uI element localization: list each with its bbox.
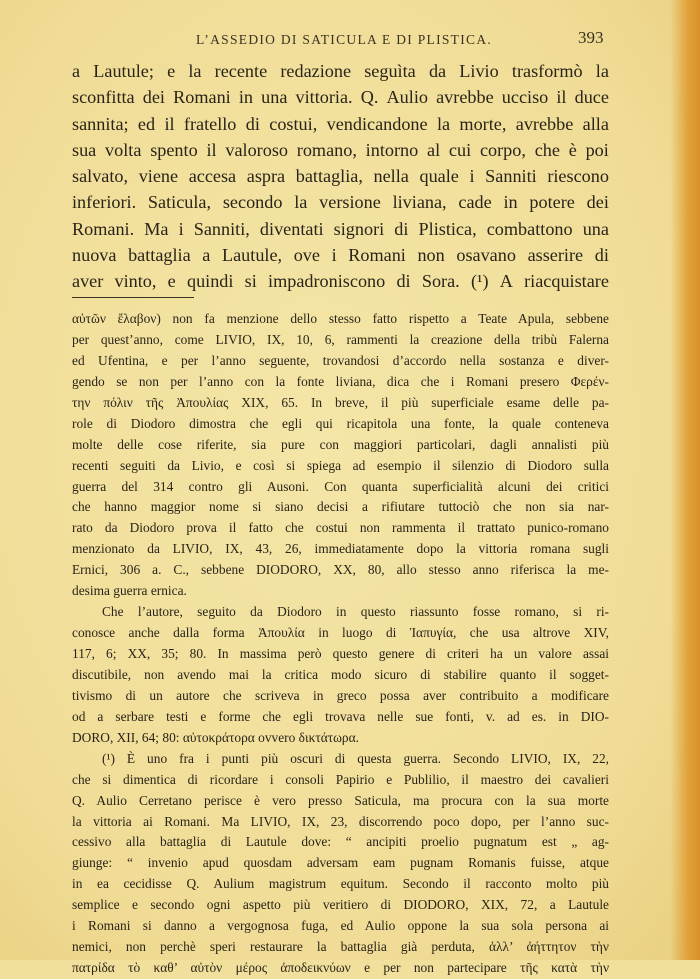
footnote-line: guerra del 314 contro gli Ausoni. Con quanta superficialità alcuni dei critici bbox=[72, 478, 609, 494]
footnote-line: (¹) È uno fra i punti più oscuri di questa guerra. Secondo LIVIO, IX, 22, bbox=[102, 750, 609, 766]
footnote-line: giunge: “ invenio apud quosdam adversam eam pugnam Romanis fuisse, atque bbox=[72, 855, 609, 871]
main-text bbox=[72, 58, 609, 295]
footnote-line: i Romani si danno a vergognosa fuga, ed Aulio oppone la sua sola persona ai bbox=[72, 918, 609, 934]
footnote-line: che si dimentica di ricordare i consoli Papirio e Publilio, il maestro dei cavalieri bbox=[72, 771, 609, 787]
body-line: sua volta spento il valoroso romano, intorno al cui corpo, che è poi bbox=[72, 139, 609, 160]
footnote-line: conosce anche dalla forma Ἀπουλία in luogo di Ἰαπυγία, che usa altrove XIV, bbox=[72, 625, 609, 641]
footnote-line: gendo se non per l’anno con la fonte liviana, dica che i Romani presero Φερέν- bbox=[72, 373, 609, 389]
footnote-line: nemici, non perchè speri restaurare la battaglia già perduta, ἀλλ’ ἀήττητον τὴν bbox=[72, 939, 609, 955]
footnote-line: od a serbare testi e forme che egli trovava nelle sue fonti, v. ad es. in DIO- bbox=[72, 708, 609, 724]
footnote-line: molte delle cose riferite, sia pure con maggiori particolari, dagli annalisti più bbox=[72, 436, 609, 452]
footnote-line: Ernici, 306 a. C., sebbene DIODORO, XX, 80, allo stesso anno riferisca la me- bbox=[72, 562, 609, 578]
footnote-line: per quest’anno, come LIVIO, IX, 10, 6, rammenti la creazione della tribù Falerna bbox=[72, 331, 609, 347]
footnote-line: discutibile, non avendo mai la critica modo sicuro di stabilire quanto il sogget- bbox=[72, 666, 609, 682]
body-line: inferiori. Saticula, secondo la versione liviana, cade in potere dei bbox=[72, 192, 609, 213]
page-edge-shadow bbox=[670, 0, 700, 960]
footnote-line: 117, 6; XX, 35; 80. In massima però questo genere di criteri ha un valore assai bbox=[72, 646, 609, 661]
footnote-line: desima guerra ernica. bbox=[72, 583, 187, 599]
footnote-line: cessivo alla battaglia di Lautule dove: “ ancipiti proelio pugnatum est „ ag- bbox=[72, 834, 609, 850]
footnote-line: την πόλιν τῆς Ἀπουλίας XIX, 65. In breve, il più superficiale esame delle pa- bbox=[72, 394, 609, 410]
footnote-line: in ea cecidisse Q. Aulium magistrum equitum. Secondo il racconto molto più bbox=[72, 876, 609, 892]
body-line: a Lautule; e la recente redazione seguìta da Livio trasformò la bbox=[72, 61, 609, 81]
body-line: Romani. Ma i Sanniti, diventati signori di Plistica, combattono una bbox=[72, 218, 609, 239]
body-line: sannita; ed il fratello di costui, vendicandone la morte, avrebbe alla bbox=[72, 113, 609, 134]
footnote-separator bbox=[72, 297, 194, 298]
footnote-line: ed Ufentina, e per l’anno seguente, trovandosi d’accordo nella sostanza e diver- bbox=[72, 352, 609, 368]
body-line: salvato, viene accesa aspra battaglia, nella quale i Sanniti riescono bbox=[72, 166, 609, 187]
footnote-line: che hanno maggior nome si siano decisi a rifiutare tuttociò che non sia nar- bbox=[72, 499, 609, 515]
page-number: 393 bbox=[578, 28, 604, 47]
footnote-line: recenti seguiti da Livio, e così si spiega ad esempio il silenzio di Diodoro sulla bbox=[72, 457, 609, 473]
body-line: aver vinto, e quindi si impadroniscono di Sora. (¹) A riacquistare bbox=[72, 271, 609, 292]
footnotes bbox=[72, 309, 609, 979]
page-header bbox=[0, 28, 700, 54]
footnote-line: DORO, XII, 64; 80: αὐτοκράτορα ovvero δικτάτωρα. bbox=[72, 729, 359, 745]
running-head: L’ASSEDIO DI SATICULA E DI PLISTICA. bbox=[196, 32, 493, 47]
footnote-line: la vittoria ai Romani. Ma LIVIO, IX, 23, discorrendo poco dopo, per l’anno suc- bbox=[72, 813, 609, 829]
footnote-line: πατρίδα τὸ καθ’ αὐτὸν μέρος ἀποδεικνύων e per non partecipare τῆς κατὰ τὴν bbox=[72, 960, 609, 976]
body-line: sconfitta dei Romani in una vittoria. Q. Aulio avrebbe ucciso il duce bbox=[72, 87, 609, 108]
footnote-line: αὐτῶν ἔλαβον) non fa menzione dello stesso fatto rispetto a Teate Apula, sebbene bbox=[72, 311, 609, 326]
footnote-line: semplice e secondo ogni aspetto più veritiero di DIODORO, XIX, 72, a Lautule bbox=[72, 897, 609, 913]
footnote-line: tivismo di un autore che scriveva in greco possa aver contribuito a modificare bbox=[72, 687, 609, 703]
footnote-line: menzionato da LIVIO, IX, 43, 26, immediatamente dopo la vittoria romana sugli bbox=[72, 541, 609, 557]
footnote-line: rato da Diodoro prova il fatto che costui non rammenta il trattato punico-romano bbox=[72, 520, 609, 536]
body-line: nuova battaglia a Lautule, ove i Romani non osavano asserire di bbox=[72, 245, 609, 266]
footnote-line: Che l’autore, seguito da Diodoro in questo riassunto fosse romano, si ri- bbox=[102, 604, 609, 620]
footnote-line: role di Diodoro dimostra che egli qui ricapitola una fonte, la quale conteneva bbox=[72, 415, 609, 431]
footnote-line: Q. Aulio Cerretano perisce è vero presso Saticula, ma procura con la sua morte bbox=[72, 792, 609, 808]
